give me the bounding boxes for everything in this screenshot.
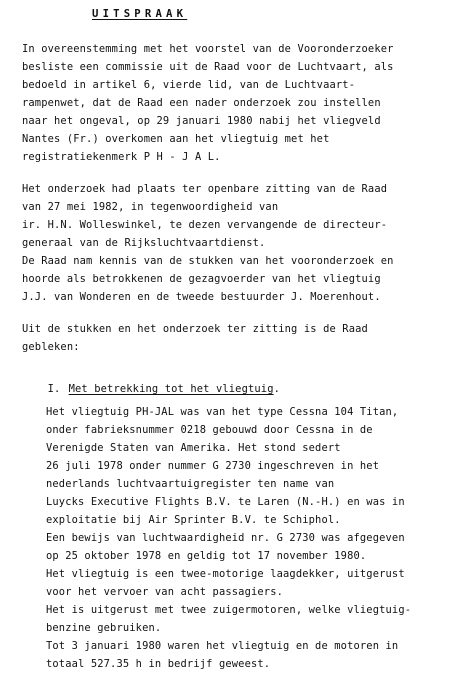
para1-line: Nantes (Fr.) overkomen aan het vliegtuig met het <box>22 133 330 145</box>
section-body-line: exploitatie bij Air Sprinter B.V. te Schiphol. <box>46 514 341 526</box>
section-heading <box>22 371 280 407</box>
para3-line: Uit de stukken en het onderzoek ter zitting is de Raad <box>22 323 368 335</box>
para2-line: Het onderzoek had plaats ter openbare zitting van de Raad <box>22 183 388 195</box>
para1-line: naar het ongeval, op 29 januari 1980 nabij het vliegveld <box>22 115 381 127</box>
para3-line: gebleken: <box>22 341 80 353</box>
section-body-line: 26 juli 1978 onder nummer G 2730 ingeschreven in het <box>46 460 380 472</box>
para1-line: In overeenstemming met het voorstel van de Vooronderzoeker <box>22 43 394 55</box>
section-body-line: nederlands luchtvaartuigregister ten name van <box>46 478 335 490</box>
section-body-line: totaal 527.35 h in bedrijf geweest. <box>46 658 271 670</box>
para1-line: rampenwet, dat de Raad een nader onderzoek zou instellen <box>22 97 381 109</box>
section-number: I. <box>47 383 61 395</box>
section-body-line: voor het vervoer van acht passagiers. <box>46 586 284 598</box>
section-body-line: Verenigde Staten van Amerika. Het stond sedert <box>46 442 341 454</box>
para1-line: bedoeld in artikel 6, vierde lid, van de Luchtvaart- <box>22 79 356 91</box>
para2-line: hoorde als betrokkenen de gezagvoerder van het vliegtuig <box>22 273 381 285</box>
para1-line: besliste een commissie uit de Raad voor de Luchtvaart, als <box>22 61 394 73</box>
section-body-line: op 25 oktober 1978 en geldig tot 17 november 1980. <box>46 550 367 562</box>
para2-line: De Raad nam kennis van de stukken van het vooronderzoek en <box>22 255 394 267</box>
section-body-line: Een bewijs van luchtwaardigheid nr. G 2730 was afgegeven <box>46 532 405 544</box>
section-heading-period: . <box>273 383 281 395</box>
section-body-line: Luycks Executive Flights B.V. te Laren (N.-H.) en was in <box>46 496 405 508</box>
section-body-line: Tot 3 januari 1980 waren het vliegtuig en de motoren in <box>46 640 399 652</box>
para2-line: J.J. van Wonderen en de tweede bestuurder J. Moerenhout. <box>22 291 381 303</box>
section-body-line: Het is uitgerust met twee zuigermotoren, welke vliegtuig- <box>46 604 412 616</box>
section-body-line: benzine gebruiken. <box>46 622 162 634</box>
para2-line: ir. H.N. Wolleswinkel, te dezen vervangende de directeur- <box>22 219 388 231</box>
para2-line: generaal van de Rijksluchtvaartdienst. <box>22 237 266 249</box>
section-heading-text: Met betrekking tot het vliegtuig <box>68 383 274 395</box>
section-body-line: Het vliegtuig PH-JAL was van het type Cessna 104 Titan, <box>46 406 399 418</box>
section-body-line: Het vliegtuig is een twee-motorige laagdekker, uitgerust <box>46 568 405 580</box>
section-body-line: onder fabrieksnummer 0218 gebouwd door Cessna in de <box>46 424 373 436</box>
para1-line: registratiekenmerk P H - J A L. <box>22 151 221 163</box>
document-title: UITSPRAAK <box>92 8 188 20</box>
para2-line: van 27 mei 1982, in tegenwoordigheid van <box>22 201 279 213</box>
